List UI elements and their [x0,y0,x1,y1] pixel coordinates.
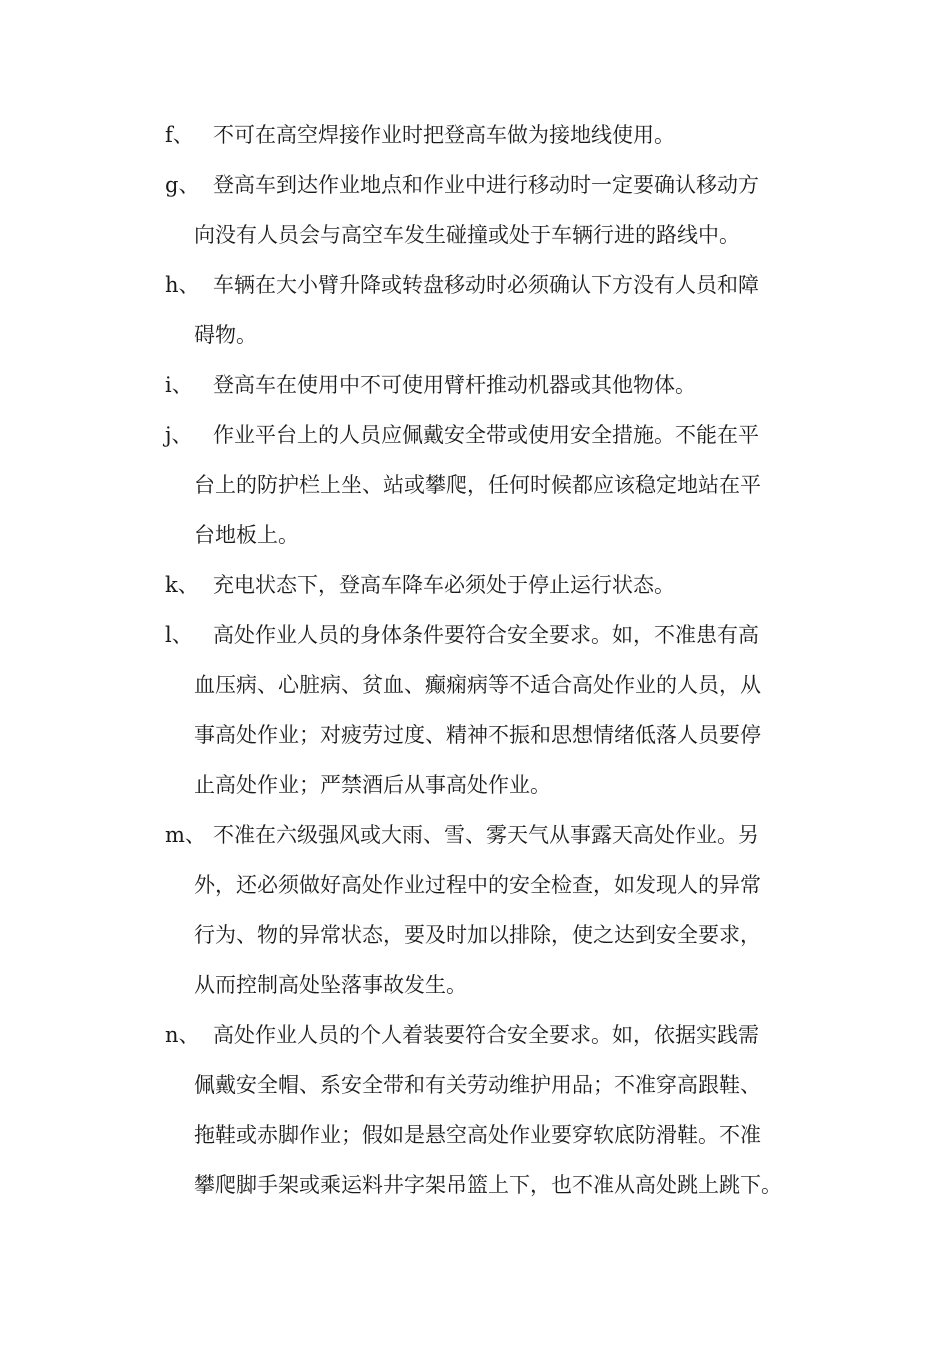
item-marker: m、 [165,823,206,847]
text-line: 外，还必须做好高处作业过程中的安全检查，如发现人的异常 [194,873,761,897]
item-text [194,610,817,810]
text-line: 作业平台上的人员应佩戴安全带或使用安全措施。不能在平 [213,423,759,447]
text-line: 充电状态下，登高车降车必须处于停止运行状态。 [213,573,675,597]
text-line: 血压病、心脏病、贫血、癫痫病等不适合高处作业的人员，从 [194,673,761,697]
item-marker: j、 [165,423,193,447]
text-line: 碍物。 [194,323,257,347]
item-text [194,160,817,260]
text-line: 事高处作业；对疲劳过度、精神不振和思想情绪低落人员要停 [194,723,761,747]
text-line: 高处作业人员的身体条件要符合安全要求。如，不准患有高 [213,623,759,647]
text-line: 止高处作业；严禁酒后从事高处作业。 [194,773,551,797]
text-line: 佩戴安全帽、系安全带和有关劳动维护用品；不准穿高跟鞋、 [194,1073,761,1097]
text-line: 不准在六级强风或大雨、雪、雾天气从事露天高处作业。另 [213,823,759,847]
text-line: 高处作业人员的个人着装要符合安全要求。如，依据实践需 [213,1023,759,1047]
text-line: 拖鞋或赤脚作业；假如是悬空高处作业要穿软底防滑鞋。不准 [194,1123,761,1147]
item-text [194,1010,817,1210]
item-marker: g、 [165,173,200,197]
item-marker: h、 [165,273,200,297]
text-line: 不可在高空焊接作业时把登高车做为接地线使用。 [213,123,675,147]
text-line: 从而控制高处坠落事故发生。 [194,973,467,997]
item-text [194,810,817,1010]
text-line: 车辆在大小臂升降或转盘移动时必须确认下方没有人员和障 [213,273,759,297]
item-text [194,260,817,360]
text-line: 向没有人员会与高空车发生碰撞或处于车辆行进的路线中。 [194,223,740,247]
text-line: 台上的防护栏上坐、站或攀爬，任何时候都应该稳定地站在平 [194,473,761,497]
item-marker: f、 [165,123,194,147]
text-line: 台地板上。 [194,523,299,547]
item-marker: l、 [165,623,193,647]
item-text [213,110,817,160]
item-marker: n、 [165,1023,200,1047]
text-line: 登高车在使用中不可使用臂杆推动机器或其他物体。 [213,373,696,397]
text-line: 行为、物的异常状态，要及时加以排除，使之达到安全要求， [194,923,761,947]
item-text [213,560,817,610]
item-text [194,410,817,560]
text-line: 攀爬脚手架或乘运料井字架吊篮上下，也不准从高处跳上跳下。 [194,1173,782,1197]
item-marker: i、 [165,373,193,397]
item-text [213,360,817,410]
text-line: 登高车到达作业地点和作业中进行移动时一定要确认移动方 [213,173,759,197]
item-marker: k、 [165,573,199,597]
